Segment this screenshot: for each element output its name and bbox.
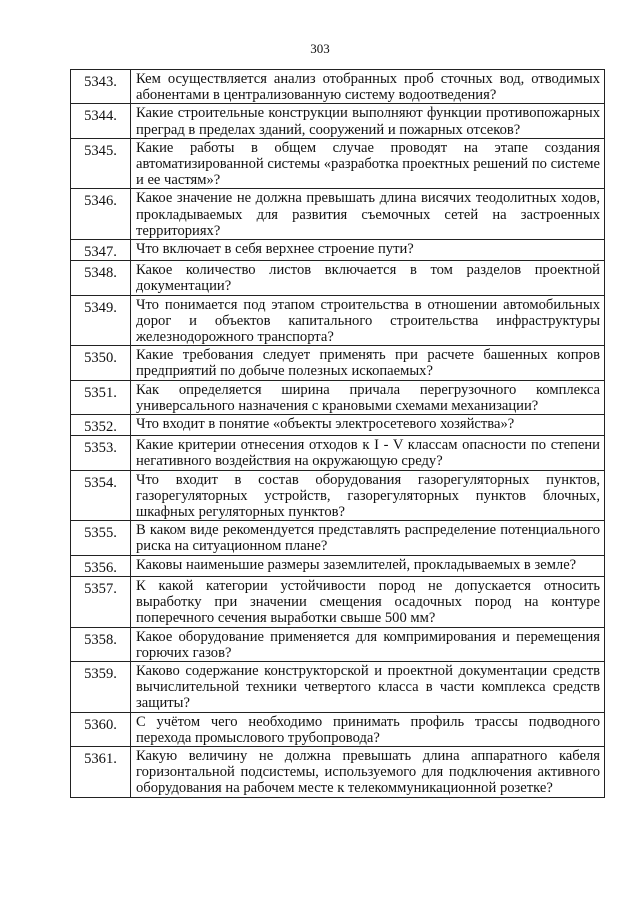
question-text: В каком виде рекомендуется представлять распределение потенциального риска на ситуационном плане? [131,521,605,555]
table-row [71,104,605,138]
question-number: 5354. [71,470,131,521]
table-row [71,555,605,576]
table-row [71,661,605,712]
question-number: 5353. [71,436,131,470]
table-row [71,436,605,470]
questions-table [70,69,605,798]
table-row [71,746,605,797]
question-text: Какую величину не должна превышать длина аппаратного кабеля горизонтальной подсистемы, используемого для подключения активного оборудования на рабочем месте к телекоммуникационной розетке? [131,746,605,797]
question-text: Каковы наименьшие размеры заземлителей, прокладываемых в земле? [131,555,605,576]
table-row [71,576,605,627]
question-text: Какие требования следует применять при расчете башенных копров предприятий по добыче полезных ископаемых? [131,346,605,380]
question-number: 5358. [71,627,131,661]
question-number: 5348. [71,261,131,295]
question-text: Каково содержание конструкторской и проектной документации средств вычислительной техники четвертого класса в части комплекса средств защиты? [131,661,605,712]
question-text: Какие работы в общем случае проводят на этапе создания автоматизированной системы «разработка проектных решений по системе и ее частям»? [131,138,605,189]
table-row [71,138,605,189]
table-row [71,295,605,346]
question-number: 5345. [71,138,131,189]
table-row [71,470,605,521]
question-text: Что входит в состав оборудования газорегуляторных пунктов, газорегуляторных устройств, газорегуляторных пунктов блочных, шкафных регуляторных пунктов? [131,470,605,521]
table-row [71,70,605,104]
question-number: 5359. [71,661,131,712]
question-text: Какое количество листов включается в том разделов проектной документации? [131,261,605,295]
question-number: 5352. [71,415,131,436]
table-row [71,712,605,746]
table-row [71,189,605,240]
question-text: С учётом чего необходимо принимать профиль трассы подводного перехода промыслового трубопровода? [131,712,605,746]
question-text: Как определяется ширина причала перегрузочного комплекса универсального назначения с крановыми схемами механизации? [131,380,605,414]
table-row [71,261,605,295]
question-number: 5356. [71,555,131,576]
question-number: 5344. [71,104,131,138]
question-text: К какой категории устойчивости пород не допускается относить выработку при значении смещения осадочных пород на контуре поперечного сечения выработки свыше 500 мм? [131,576,605,627]
table-row [71,380,605,414]
question-number: 5357. [71,576,131,627]
question-text: Что включает в себя верхнее строение пути? [131,240,605,261]
question-text: Что понимается под этапом строительства в отношении автомобильных дорог и объектов капитального строительства инфраструктуры железнодорожного транспорта? [131,295,605,346]
question-number: 5361. [71,746,131,797]
question-number: 5355. [71,521,131,555]
question-text: Какие строительные конструкции выполняют функции противопожарных преград в пределах зданий, сооружений и пожарных отсеков? [131,104,605,138]
question-number: 5346. [71,189,131,240]
question-number: 5349. [71,295,131,346]
question-number: 5343. [71,70,131,104]
table-row [71,346,605,380]
table-row [71,627,605,661]
question-number: 5347. [71,240,131,261]
table-row [71,521,605,555]
question-text: Какие критерии отнесения отходов к I - V классам опасности по степени негативного воздействия на окружающую среду? [131,436,605,470]
table-row [71,415,605,436]
question-text: Что входит в понятие «объекты электросетевого хозяйства»? [131,415,605,436]
question-number: 5351. [71,380,131,414]
question-text: Какое значение не должна превышать длина висячих теодолитных ходов, прокладываемых для развития съемочных сетей на застроенных территориях? [131,189,605,240]
question-number: 5350. [71,346,131,380]
question-number: 5360. [71,712,131,746]
question-text: Какое оборудование применяется для компримирования и перемещения горючих газов? [131,627,605,661]
page-number: 303 [310,41,330,56]
table-row [71,240,605,261]
questions-table-body [71,70,605,798]
question-text: Кем осуществляется анализ отобранных проб сточных вод, отводимых абонентами в централизованную систему водоотведения? [131,70,605,104]
